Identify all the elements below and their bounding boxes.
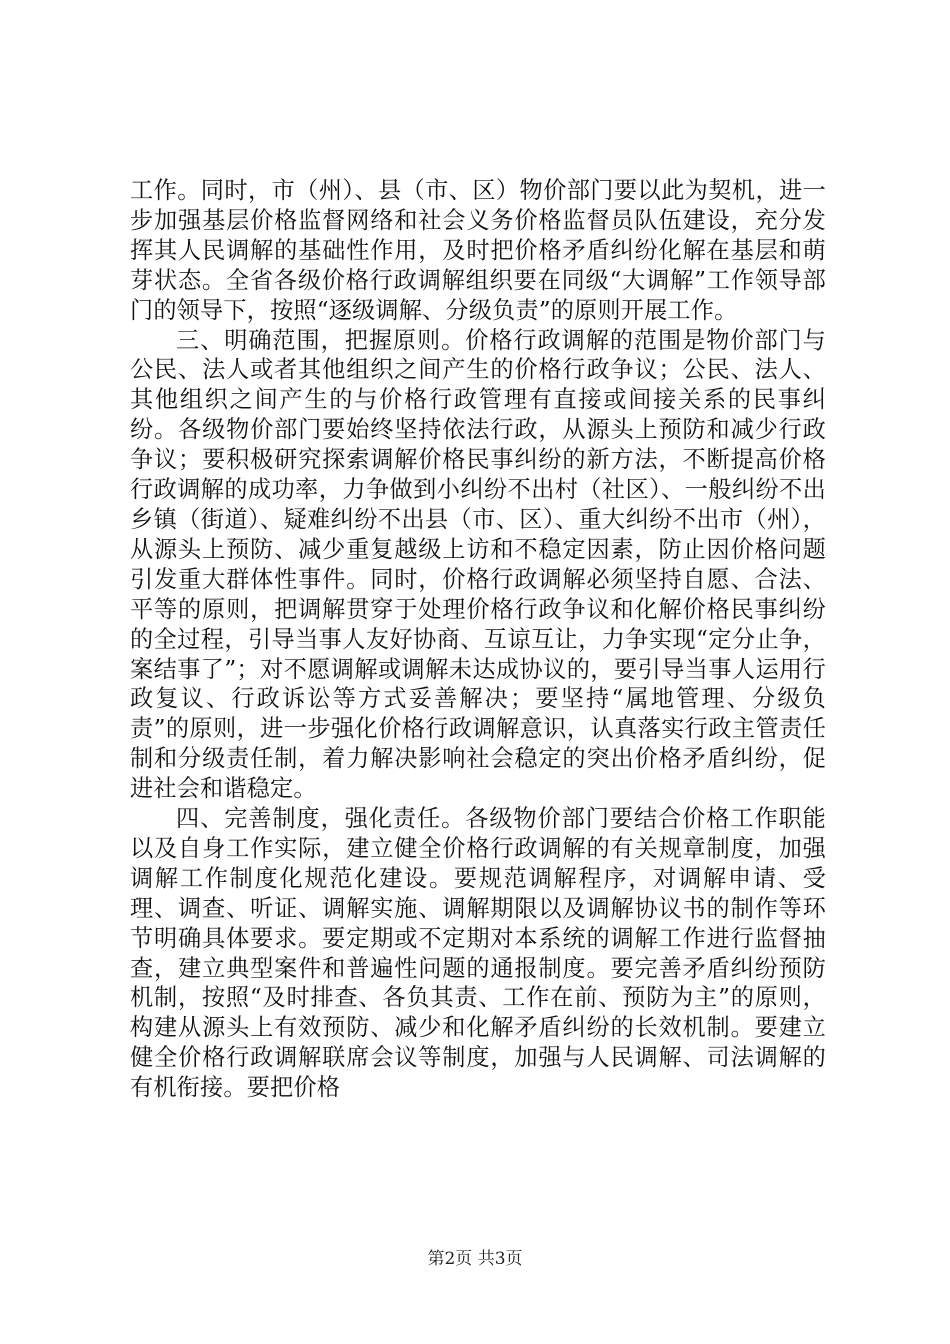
paragraph-section-three: 三、明确范围，把握原则。价格行政调解的范围是物价部门与公民、法人或者其他组织之间产生的价格行政争议；公民、法人、其他组织之间产生的与价格行政管理有直接或间接关系的民事纠纷。各级物价部门要始终坚持依法行政，从源头上预防和减少行政争议；要积极研究探索调解价格民事纠纷的新方法，不断提高价格行政调解的成功率，力争做到小纠纷不出村（社区）、一般纠纷不出乡镇（街道）、疑难纠纷不出县（市、区）、重大纠纷不出市（州），从源头上预防、减少重复越级上访和不稳定因素，防止因价格问题引发重大群体性事件。同时，价格行政调解必须坚持自愿、合法、平等的原则，把调解贯穿于处理价格行政争议和化解价格民事纠纷的全过程，引导当事人友好协商、互谅互让，力争实现“定分止争，案结事了”；对不愿调解或调解未达成协议的，要引导当事人运用行政复议、行政诉讼等方式妥善解决；要坚持“属地管理、分级负责”的原则，进一步强化价格行政调解意识，认真落实行政主管责任制和分级责任制，着力解决影响社会稳定的突出价格矛盾纠纷，促进社会和谐稳定。 (130, 326, 826, 803)
page-footer: 第2页 共3页 (427, 1249, 523, 1269)
paragraph-continuation: 工作。同时，市（州）、县（市、区）物价部门要以此为契机，进一步加强基层价格监督网络和社会义务价格监督员队伍建设，充分发挥其人民调解的基础性作用，及时把价格矛盾纠纷化解在基层和萌芽状态。全省各级价格行政调解组织要在同级“大调解”工作领导部门的领导下，按照“逐级调解、分级负责”的原则开展工作。 (130, 177, 826, 324)
paragraph-section-four: 四、完善制度，强化责任。各级物价部门要结合价格工作职能以及自身工作实际，建立健全价格行政调解的有关规章制度，加强调解工作制度化规范化建设。要规范调解程序，对调解申请、受理、调查、听证、调解实施、调解期限以及调解协议书的制作等环节明确具体要求。要定期或不定期对本系统的调解工作进行监督抽查，建立典型案件和普遍性问题的通报制度。要完善矛盾纠纷预防机制，按照“及时排查、各负其责、工作在前、预防为主”的原则，构建从源头上有效预防、减少和化解矛盾纠纷的长效机制。要建立健全价格行政调解联席会议等制度，加强与人民调解、司法调解的有机衔接。要把价格 (130, 805, 826, 1102)
document-body (130, 176, 826, 1103)
